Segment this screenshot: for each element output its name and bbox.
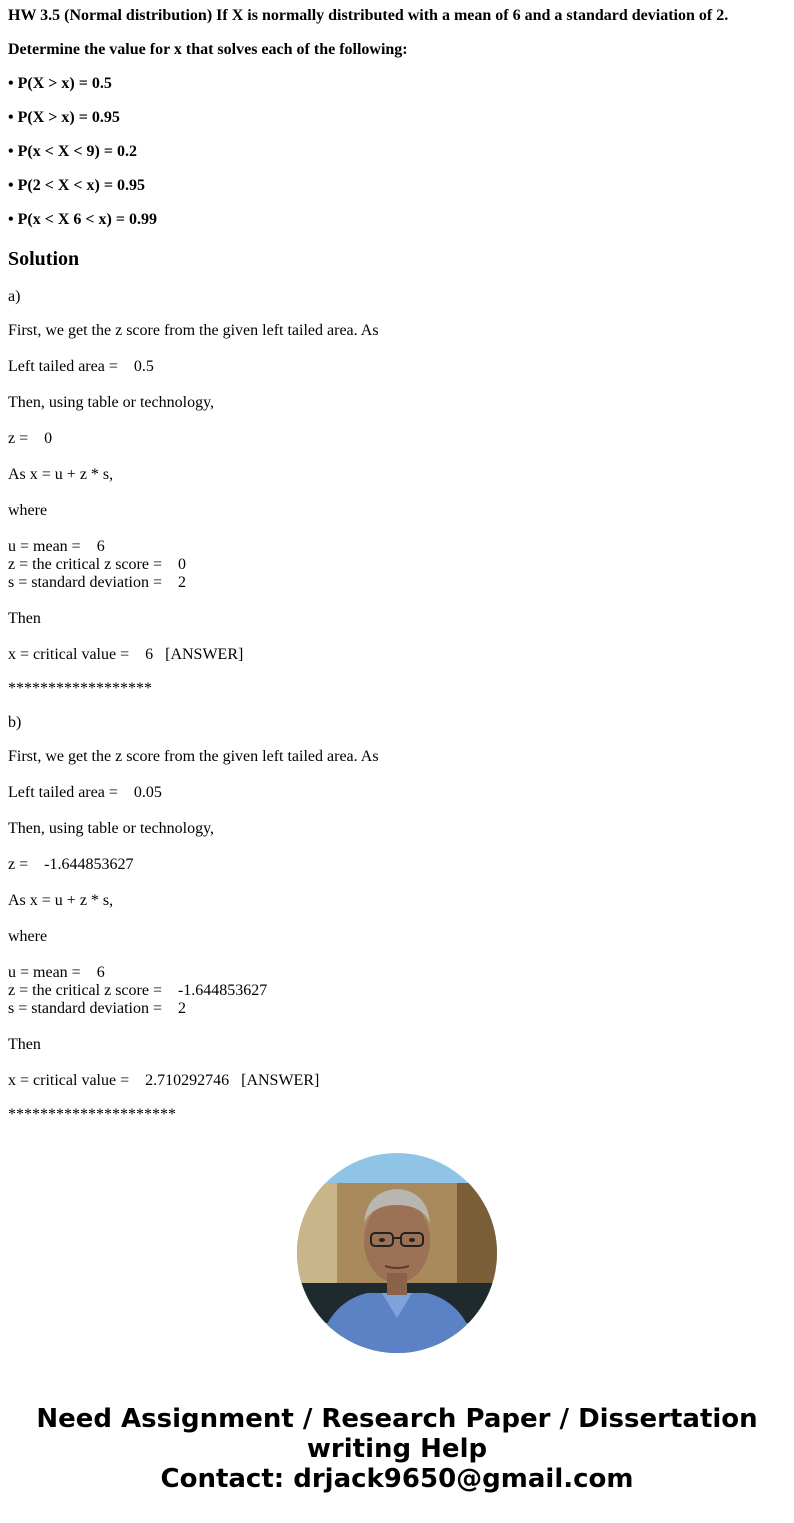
answer-line: x = critical value = 6 [ANSWER] — [8, 646, 244, 663]
solution-line: z = 0 — [8, 430, 53, 447]
separator: ****************** — [8, 680, 152, 697]
solution-line: First, we get the z score from the given left tailed area. As — [8, 322, 379, 339]
solution-line: Then — [8, 610, 41, 627]
solution-line: As x = u + z * s, — [8, 466, 114, 483]
separator: ********************* — [8, 1106, 176, 1123]
footer-line: writing Help — [306, 1434, 488, 1464]
solution-line: s = standard deviation = 2 — [8, 1000, 187, 1017]
part-label: a) — [8, 288, 21, 305]
solution-line: Then — [8, 1036, 41, 1053]
footer-promo — [0, 1404, 794, 1494]
footer-contact: Contact: drjack9650@gmail.com — [160, 1464, 634, 1494]
solution-line: where — [8, 502, 48, 519]
question-item: • P(2 < X < x) = 0.95 — [8, 177, 145, 194]
solution-line: z = the critical z score = -1.644853627 — [8, 982, 268, 999]
question-item: • P(x < X 6 < x) = 0.99 — [8, 211, 157, 228]
question-item: • P(X > x) = 0.95 — [8, 109, 120, 126]
solution-line: Left tailed area = 0.5 — [8, 358, 154, 375]
question-item: • P(x < X < 9) = 0.2 — [8, 143, 137, 160]
solution-line: As x = u + z * s, — [8, 892, 114, 909]
solution-line: z = the critical z score = 0 — [8, 556, 186, 573]
solution-heading: Solution — [8, 248, 80, 270]
solution-line: where — [8, 928, 48, 945]
solution-line: u = mean = 6 — [8, 538, 105, 555]
answer-line: x = critical value = 2.710292746 [ANSWER] — [8, 1072, 320, 1089]
question-prompt: Determine the value for x that solves each of the following: — [8, 41, 408, 58]
solution-line: First, we get the z score from the given left tailed area. As — [8, 748, 379, 765]
solution-line: Then, using table or technology, — [8, 820, 215, 837]
footer-line: Need Assignment / Research Paper / Dissertation — [36, 1404, 758, 1434]
solution-line: s = standard deviation = 2 — [8, 574, 187, 591]
solution-line: u = mean = 6 — [8, 964, 105, 981]
portrait-image — [297, 1153, 497, 1353]
avatar — [297, 1153, 497, 1353]
solution-line: z = -1.644853627 — [8, 856, 134, 873]
part-label: b) — [8, 714, 22, 731]
solution-line: Left tailed area = 0.05 — [8, 784, 162, 801]
question-item: • P(X > x) = 0.5 — [8, 75, 112, 92]
question-title: HW 3.5 (Normal distribution) If X is normally distributed with a mean of 6 and a standard deviation of 2. — [8, 7, 729, 24]
solution-line: Then, using table or technology, — [8, 394, 215, 411]
